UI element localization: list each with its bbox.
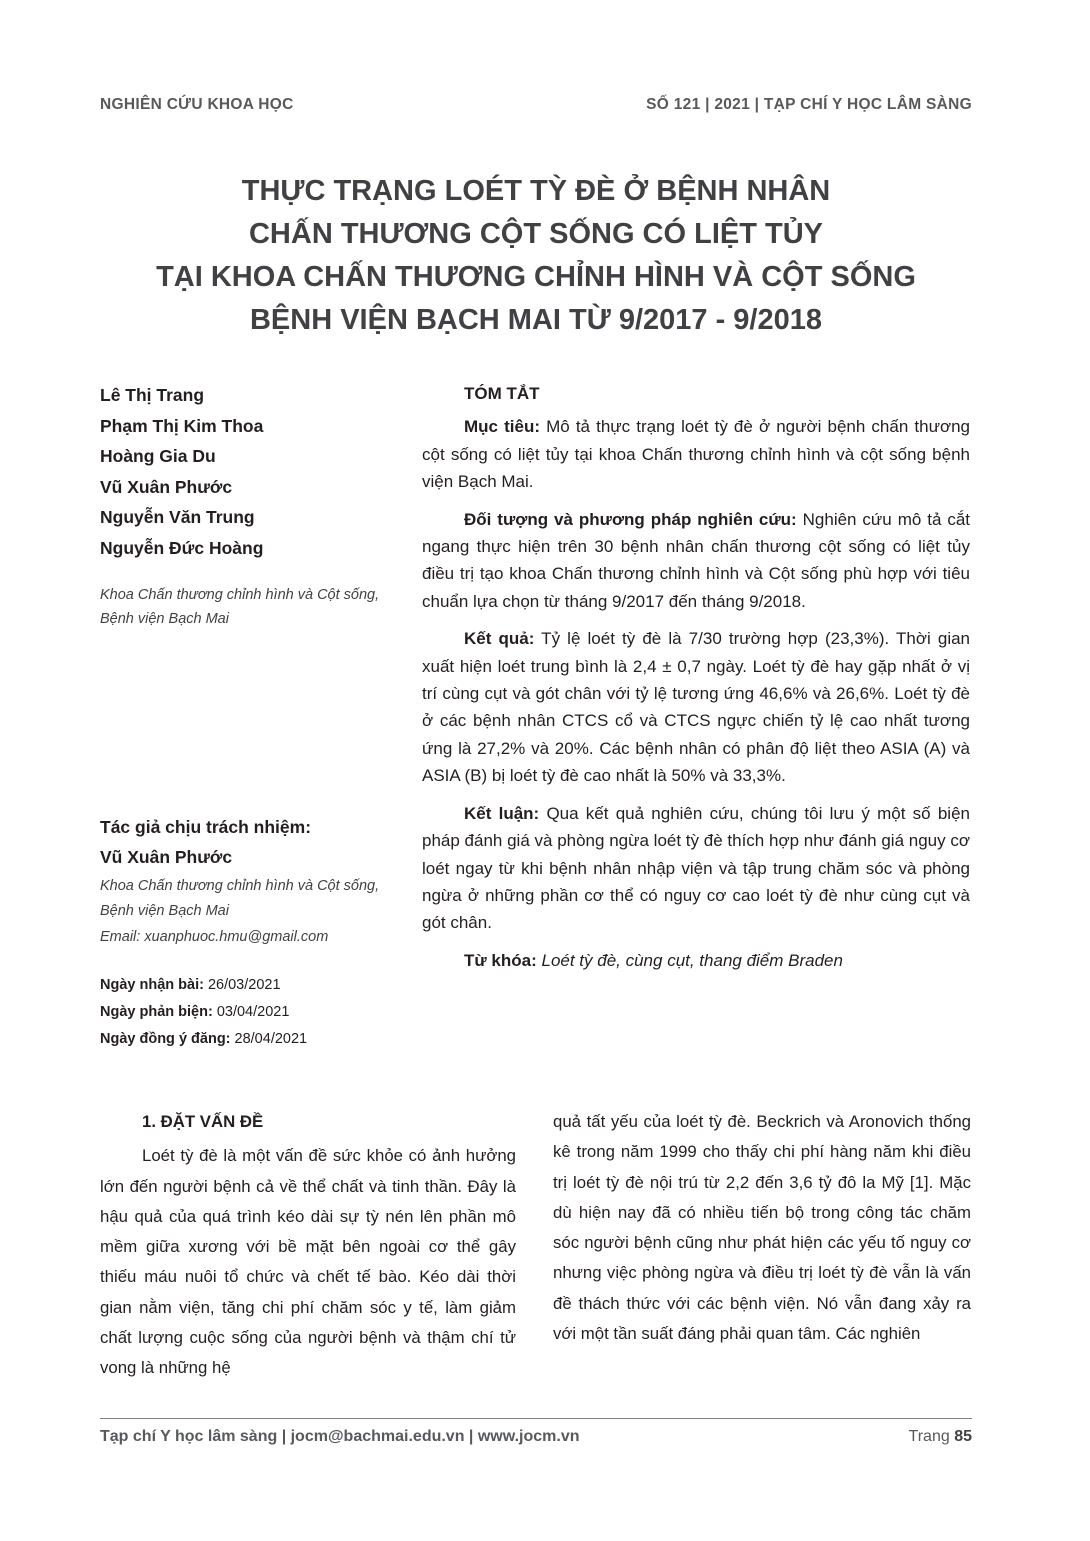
body-column-left (100, 1107, 516, 1384)
review-date: Ngày phản biện: 03/04/2021 (100, 1004, 290, 1020)
corresponding-name: Vũ Xuân Phước (100, 847, 233, 867)
abstract-results: Kết quả: Tỷ lệ loét tỳ đè là 7/30 trường hợp (23,3%). Thời gian xuất hiện loét trung bình là 2,4 ± 0,7 ngày. Loét tỳ đè hay gặp nhất ở vị trí cùng cụt và gót chân với tỷ lệ tương ứng 46,6% và 26,6%. Loét tỳ đè ở các bệnh nhân CTCS cổ và CTCS ngực chiến tỷ lệ cao nhất tương ứng là 27,2% và 20%. Các bệnh nhân có phân độ liệt theo ASIA (A) và ASIA (B) bị loét tỳ đè cao nhất là 50% và 33,3%. (422, 629, 971, 786)
footer-journal: Tạp chí Y học lâm sàng | jocm@bachmai.edu.vn | www.jocm.vn (100, 1428, 580, 1445)
author-list (100, 380, 400, 563)
body-paragraph: Loét tỳ đè là một vấn đề sức khỏe có ảnh hưởng lớn đến người bệnh cả về thể chất và tinh thần. Đây là hậu quả của quá trình kéo dài sự tỳ nén lên phần mô mềm giữa xương với bề mặt bên ngoài cơ thể gây thiếu máu nuôi tổ chức và chết tế bào. Kéo dài thời gian nằm viện, tăng chi phí chăm sóc y tế, làm giảm chất lượng cuộc sống của người bệnh và thậm chí tử vong là những hệ (100, 1146, 516, 1378)
title-line: CHẤN THƯƠNG CỘT SỐNG CÓ LIỆT TỦY (248, 218, 823, 250)
title-line: TẠI KHOA CHẤN THƯƠNG CHỈNH HÌNH VÀ CỘT SỐNG (156, 261, 916, 293)
author-name: Hoàng Gia Du (100, 446, 216, 466)
title-line: BỆNH VIỆN BẠCH MAI TỪ 9/2017 - 9/2018 (249, 304, 822, 336)
title-line: THỰC TRẠNG LOÉT TỲ ĐÈ Ở BỆNH NHÂN (241, 175, 831, 207)
author-name: Lê Thị Trang (100, 385, 205, 405)
body-paragraph: quả tất yếu của loét tỳ đè. Beckrich và Aronovich thống kê trong năm 1999 cho thấy chi phí hàng năm khi điều trị loét tỳ đè nội trú từ 2,2 đến 3,6 tỷ đô la Mỹ [1]. Mặc dù hiện nay đã có nhiều tiến bộ trong công tác chăm sóc người bệnh cũng như phát hiện các yếu tố nguy cơ nhưng việc phòng ngừa và điều trị loét tỳ đè vẫn là vấn đề thách thức với các bệnh viện. Nó vẫn đang xảy ra với một tần suất đáng phải quan tâm. Các nghiên (553, 1112, 971, 1344)
corresponding-label: Tác giả chịu trách nhiệm: (100, 817, 312, 837)
author-name: Nguyễn Đức Hoàng (100, 537, 264, 558)
accepted-date: Ngày đồng ý đăng: 28/04/2021 (100, 1031, 308, 1047)
page-number: Trang 85 (908, 1428, 972, 1445)
author-affiliation: Khoa Chấn thương chỉnh hình và Cột sống, Bệnh viện Bạch Mai (100, 587, 380, 627)
abstract-objective: Mục tiêu: Mô tả thực trạng loét tỳ đè ở người bệnh chấn thương cột sống có liệt tủy tại khoa Chấn thương chỉnh hình và cột sống bệnh viện Bạch Mai. (422, 417, 971, 492)
author-name: Nguyễn Văn Trung (100, 507, 255, 527)
running-header (100, 96, 972, 120)
corresponding-affiliation: Khoa Chấn thương chỉnh hình và Cột sống, Bệnh viện Bạch Mai (100, 878, 380, 919)
article-dates (100, 972, 400, 1053)
author-name: Vũ Xuân Phước (100, 476, 233, 497)
author-name: Phạm Thị Kim Thoa (100, 415, 264, 436)
corresponding-author (100, 812, 400, 950)
abstract-keywords: Từ khóa: Loét tỳ đè, cùng cụt, thang điểm Braden (464, 950, 843, 970)
section-label: NGHIÊN CỨU KHOA HỌC (100, 96, 294, 113)
corresponding-email: Email: xuanphuoc.hmu@gmail.com (100, 929, 329, 945)
section-heading: 1. ĐẶT VẤN ĐỀ (142, 1112, 264, 1131)
abstract-methods: Đối tượng và phương pháp nghiên cứu: Nghiên cứu mô tả cắt ngang thực hiện trên 30 bệnh nhân chấn thương cột sống có liệt tủy điều trị tạo khoa Chấn thương chỉnh hình và Cột sống phù hợp với tiêu chuẩn lựa chọn từ tháng 9/2017 đến tháng 9/2018. (422, 509, 970, 611)
abstract-conclusion: Kết luận: Qua kết quả nghiên cứu, chúng tôi lưu ý một số biện pháp đánh giá và phòng ngừa loét tỳ đè thích hợp như đánh giá nguy cơ loét ngay từ khi bệnh nhân nhập viện và tập trung chăm sóc và phòng ngừa ở những phần cơ thể có nguy cơ cao loét tỳ đè như cùng cụt và gót chân. (422, 803, 970, 933)
abstract (422, 380, 970, 984)
abstract-heading: TÓM TẮT (464, 384, 540, 403)
author-block (100, 380, 400, 631)
issue-label: SỐ 121 | 2021 | TẠP CHÍ Y HỌC LÂM SÀNG (646, 96, 972, 113)
body-column-right (553, 1107, 971, 1349)
page-footer (100, 1428, 972, 1454)
received-date: Ngày nhận bài: 26/03/2021 (100, 977, 281, 993)
article-title (100, 170, 972, 342)
footer-divider (100, 1418, 972, 1419)
